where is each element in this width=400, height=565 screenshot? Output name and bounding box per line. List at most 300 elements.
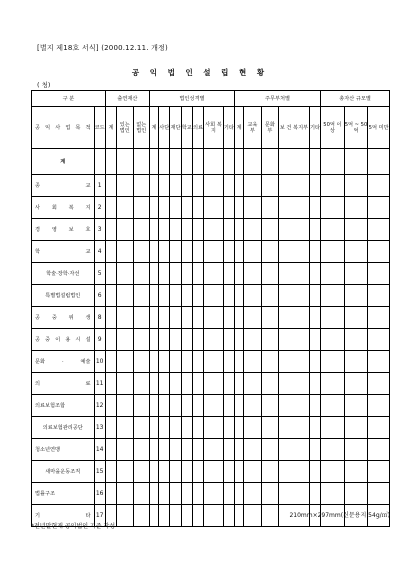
entry-cell — [344, 219, 368, 241]
entry-cell — [244, 219, 261, 241]
entry-cell — [234, 417, 243, 439]
entry-cell — [159, 241, 170, 263]
entry-cell — [105, 395, 116, 417]
entry-cell — [181, 175, 192, 197]
subheader-nature-welfare: 사회 복지 — [204, 107, 223, 149]
entry-cell — [279, 373, 310, 395]
entry-cell — [105, 483, 116, 505]
entry-cell — [279, 439, 310, 461]
entry-cell — [223, 263, 234, 285]
entry-cell — [149, 263, 158, 285]
entry-cell — [344, 241, 368, 263]
entry-cell — [105, 175, 116, 197]
entry-cell — [204, 417, 223, 439]
entry-cell — [244, 483, 261, 505]
row-category-name: 문화 · 예술 — [32, 351, 95, 373]
entry-cell — [234, 197, 243, 219]
entry-cell — [105, 373, 116, 395]
row-code: 12 — [94, 395, 105, 417]
entry-cell — [234, 439, 243, 461]
entry-cell — [133, 395, 149, 417]
entry-cell — [244, 461, 261, 483]
table-row — [32, 373, 390, 395]
entry-cell — [261, 461, 278, 483]
entry-cell — [309, 219, 320, 241]
entry-cell — [133, 351, 149, 373]
table-row — [32, 417, 390, 439]
entry-cell — [133, 219, 149, 241]
table-row — [32, 461, 390, 483]
subheader-contrib-yes: 있는 법인 — [117, 107, 133, 149]
entry-cell — [279, 285, 310, 307]
row-category-name: 학 교 — [32, 241, 95, 263]
entry-cell — [368, 241, 390, 263]
entry-cell — [181, 307, 192, 329]
entry-cell — [170, 351, 181, 373]
status-table — [31, 90, 390, 527]
table-row — [32, 263, 390, 285]
entry-cell — [181, 219, 192, 241]
entry-cell — [192, 395, 203, 417]
entry-cell — [223, 439, 234, 461]
entry-cell — [105, 417, 116, 439]
entry-cell — [159, 175, 170, 197]
entry-cell — [149, 219, 158, 241]
entry-cell — [223, 307, 234, 329]
entry-cell — [244, 241, 261, 263]
entry-cell — [170, 241, 181, 263]
entry-cell — [204, 175, 223, 197]
entry-cell — [244, 307, 261, 329]
total-cell — [133, 149, 149, 175]
row-code: 14 — [94, 439, 105, 461]
entry-cell — [105, 439, 116, 461]
entry-cell — [159, 505, 170, 527]
row-category-name: 공 중 이 용 시 설 — [32, 329, 95, 351]
entry-cell — [159, 417, 170, 439]
entry-cell — [117, 197, 133, 219]
entry-cell — [105, 219, 116, 241]
entry-cell — [368, 197, 390, 219]
subheader-code: 코드 — [94, 107, 105, 149]
entry-cell — [368, 439, 390, 461]
entry-cell — [204, 505, 223, 527]
entry-cell — [117, 219, 133, 241]
entry-cell — [181, 373, 192, 395]
entry-cell — [261, 197, 278, 219]
entry-cell — [309, 307, 320, 329]
entry-cell — [159, 197, 170, 219]
entry-cell — [368, 417, 390, 439]
entry-cell — [234, 329, 243, 351]
entry-cell — [105, 263, 116, 285]
subheader-contrib-total: 계 — [105, 107, 116, 149]
entry-cell — [192, 263, 203, 285]
subheader-ministry-health: 보 건 복지부 — [279, 107, 310, 149]
subheader-nature-association: 재단 — [170, 107, 181, 149]
entry-cell — [234, 241, 243, 263]
entry-cell — [279, 197, 310, 219]
entry-cell — [117, 439, 133, 461]
entry-cell — [223, 461, 234, 483]
entry-cell — [181, 483, 192, 505]
subheader-nature-total: 계 — [149, 107, 158, 149]
total-cell — [321, 149, 345, 175]
entry-cell — [192, 241, 203, 263]
subheader-nature-foundation: 사단 — [159, 107, 170, 149]
entry-cell — [223, 219, 234, 241]
entry-cell — [159, 219, 170, 241]
entry-cell — [149, 175, 158, 197]
table-row — [32, 197, 390, 219]
table-row — [32, 175, 390, 197]
entry-cell — [117, 483, 133, 505]
entry-cell — [117, 461, 133, 483]
entry-cell — [204, 351, 223, 373]
total-cell — [117, 149, 133, 175]
entry-cell — [321, 461, 345, 483]
subheader-ministry-culture: 문화 부 — [261, 107, 278, 149]
entry-cell — [181, 395, 192, 417]
row-category-name: 의 료 — [32, 373, 95, 395]
entry-cell — [309, 373, 320, 395]
table-row — [32, 329, 390, 351]
entry-cell — [344, 483, 368, 505]
entry-cell — [223, 505, 234, 527]
entry-cell — [170, 439, 181, 461]
entry-cell — [133, 197, 149, 219]
subheader-assets-50plus: 50억 이상 — [321, 107, 345, 149]
entry-cell — [321, 175, 345, 197]
header-nature: 법인성격별 — [149, 91, 234, 107]
entry-cell — [234, 307, 243, 329]
table-row — [32, 219, 390, 241]
entry-cell — [181, 351, 192, 373]
entry-cell — [181, 461, 192, 483]
entry-cell — [344, 263, 368, 285]
entry-cell — [105, 285, 116, 307]
entry-cell — [234, 461, 243, 483]
entry-cell — [261, 307, 278, 329]
entry-cell — [244, 175, 261, 197]
entry-cell — [117, 417, 133, 439]
entry-cell — [204, 439, 223, 461]
entry-cell — [149, 241, 158, 263]
entry-cell — [181, 197, 192, 219]
row-code: 5 — [94, 263, 105, 285]
entry-cell — [223, 175, 234, 197]
entry-cell — [244, 329, 261, 351]
entry-cell — [170, 263, 181, 285]
entry-cell — [223, 285, 234, 307]
entry-cell — [181, 417, 192, 439]
entry-cell — [223, 329, 234, 351]
entry-cell — [149, 483, 158, 505]
entry-cell — [117, 241, 133, 263]
entry-cell — [192, 285, 203, 307]
total-cell — [309, 149, 320, 175]
total-cell — [192, 149, 203, 175]
entry-cell — [223, 351, 234, 373]
page-title: 공 익 법 인 설 립 현 황 — [131, 68, 269, 77]
form-number: [별지 제18호 서식] (2000.12.11. 개정) — [37, 44, 168, 52]
total-cell — [368, 149, 390, 175]
entry-cell — [368, 483, 390, 505]
entry-cell — [117, 307, 133, 329]
entry-cell — [309, 285, 320, 307]
row-code: 1 — [94, 175, 105, 197]
entry-cell — [321, 329, 345, 351]
entry-cell — [133, 285, 149, 307]
entry-cell — [181, 505, 192, 527]
entry-cell — [344, 197, 368, 219]
entry-cell — [192, 505, 203, 527]
entry-cell — [192, 307, 203, 329]
entry-cell — [170, 285, 181, 307]
entry-cell — [192, 417, 203, 439]
entry-cell — [321, 483, 345, 505]
entry-cell — [321, 373, 345, 395]
total-cell — [181, 149, 192, 175]
entry-cell — [117, 351, 133, 373]
entry-cell — [279, 263, 310, 285]
entry-cell — [244, 373, 261, 395]
entry-cell — [368, 395, 390, 417]
entry-cell — [159, 373, 170, 395]
header-category: 구 분 — [32, 91, 106, 107]
entry-cell — [234, 285, 243, 307]
entry-cell — [234, 483, 243, 505]
entry-cell — [309, 395, 320, 417]
entry-cell — [234, 263, 243, 285]
entry-cell — [279, 395, 310, 417]
entry-cell — [149, 285, 158, 307]
entry-cell — [133, 263, 149, 285]
row-code: 2 — [94, 197, 105, 219]
row-category-name: 의료보험조합 — [32, 395, 95, 417]
entry-cell — [105, 307, 116, 329]
row-category-name: 법률구조 — [32, 483, 95, 505]
entry-cell — [344, 285, 368, 307]
entry-cell — [234, 395, 243, 417]
row-code: 8 — [94, 307, 105, 329]
row-code: 4 — [94, 241, 105, 263]
entry-cell — [309, 483, 320, 505]
entry-cell — [159, 351, 170, 373]
row-category-name: 공 중 위 생 — [32, 307, 95, 329]
entry-cell — [117, 373, 133, 395]
row-code: 11 — [94, 373, 105, 395]
entry-cell — [261, 417, 278, 439]
entry-cell — [344, 439, 368, 461]
entry-cell — [149, 395, 158, 417]
entry-cell — [368, 263, 390, 285]
header-ministry: 주무부처별 — [234, 91, 320, 107]
row-code: 3 — [94, 219, 105, 241]
entry-cell — [117, 175, 133, 197]
entry-cell — [344, 307, 368, 329]
entry-cell — [261, 351, 278, 373]
entry-cell — [234, 505, 243, 527]
row-code: 6 — [94, 285, 105, 307]
entry-cell — [133, 373, 149, 395]
total-cell — [159, 149, 170, 175]
table-row — [32, 395, 390, 417]
entry-cell — [170, 395, 181, 417]
subheader-ministry-total: 계 — [234, 107, 243, 149]
entry-cell — [234, 175, 243, 197]
entry-cell — [244, 417, 261, 439]
table-row — [32, 241, 390, 263]
header-contribution: 출연재산 — [105, 91, 149, 107]
entry-cell — [279, 175, 310, 197]
entry-cell — [159, 395, 170, 417]
entry-cell — [133, 241, 149, 263]
entry-cell — [105, 329, 116, 351]
entry-cell — [244, 351, 261, 373]
entry-cell — [204, 285, 223, 307]
entry-cell — [321, 307, 345, 329]
entry-cell — [159, 263, 170, 285]
subheader-contrib-no: 없는 법인 — [133, 107, 149, 149]
entry-cell — [223, 483, 234, 505]
entry-cell — [133, 329, 149, 351]
entry-cell — [181, 241, 192, 263]
entry-cell — [234, 219, 243, 241]
entry-cell — [159, 439, 170, 461]
total-cell — [149, 149, 158, 175]
entry-cell — [321, 439, 345, 461]
entry-cell — [170, 175, 181, 197]
entry-cell — [204, 329, 223, 351]
row-category-name: 학술·장학·자선 — [32, 263, 95, 285]
entry-cell — [261, 175, 278, 197]
entry-cell — [192, 461, 203, 483]
agency-label: ( 청) — [37, 81, 51, 89]
entry-cell — [261, 439, 278, 461]
entry-cell — [321, 351, 345, 373]
entry-cell — [133, 417, 149, 439]
entry-cell — [117, 395, 133, 417]
entry-cell — [261, 263, 278, 285]
row-code: 17 — [94, 505, 105, 527]
entry-cell — [368, 373, 390, 395]
entry-cell — [279, 329, 310, 351]
entry-cell — [261, 483, 278, 505]
table-row — [32, 351, 390, 373]
entry-cell — [149, 505, 158, 527]
entry-cell — [368, 175, 390, 197]
entry-cell — [149, 351, 158, 373]
entry-cell — [204, 219, 223, 241]
entry-cell — [192, 219, 203, 241]
subheader-org-type: 공 익 사 업 목 적 — [32, 107, 95, 149]
entry-cell — [261, 241, 278, 263]
entry-cell — [309, 197, 320, 219]
total-cell — [94, 149, 105, 175]
entry-cell — [309, 461, 320, 483]
entry-cell — [244, 285, 261, 307]
entry-cell — [309, 417, 320, 439]
entry-cell — [159, 483, 170, 505]
row-code: 16 — [94, 483, 105, 505]
entry-cell — [309, 439, 320, 461]
entry-cell — [133, 483, 149, 505]
entry-cell — [279, 219, 310, 241]
entry-cell — [117, 263, 133, 285]
subheader-assets-5to50: 5억 ~ 50억 — [344, 107, 368, 149]
row-category-name: 기 타 — [32, 505, 95, 527]
subheader-nature-school: 학교 — [181, 107, 192, 149]
row-category-name: 청소년연맹 — [32, 439, 95, 461]
entry-cell — [159, 329, 170, 351]
entry-cell — [159, 461, 170, 483]
entry-cell — [234, 373, 243, 395]
entry-cell — [368, 351, 390, 373]
entry-cell — [181, 285, 192, 307]
entry-cell — [223, 373, 234, 395]
entry-cell — [261, 285, 278, 307]
entry-cell — [309, 263, 320, 285]
entry-cell — [149, 373, 158, 395]
entry-cell — [192, 439, 203, 461]
entry-cell — [368, 285, 390, 307]
total-cell — [344, 149, 368, 175]
entry-cell — [321, 219, 345, 241]
entry-cell — [261, 219, 278, 241]
entry-cell — [204, 395, 223, 417]
header-assets: 총자산 규모별 — [321, 91, 390, 107]
entry-cell — [244, 263, 261, 285]
entry-cell — [223, 417, 234, 439]
total-cell — [234, 149, 243, 175]
entry-cell — [204, 197, 223, 219]
entry-cell — [279, 307, 310, 329]
entry-cell — [261, 505, 278, 527]
total-cell — [204, 149, 223, 175]
entry-cell — [170, 483, 181, 505]
entry-cell — [105, 241, 116, 263]
entry-cell — [133, 307, 149, 329]
entry-cell — [133, 439, 149, 461]
entry-cell — [149, 329, 158, 351]
entry-cell — [261, 373, 278, 395]
entry-cell — [368, 307, 390, 329]
row-category-name: 새마을운동조직 — [32, 461, 95, 483]
subheader-nature-other: 기타 — [223, 107, 234, 149]
entry-cell — [170, 373, 181, 395]
entry-cell — [223, 395, 234, 417]
entry-cell — [204, 263, 223, 285]
total-cell — [223, 149, 234, 175]
entry-cell — [309, 175, 320, 197]
entry-cell — [133, 461, 149, 483]
entry-cell — [309, 329, 320, 351]
entry-cell — [321, 417, 345, 439]
entry-cell — [181, 263, 192, 285]
table-row — [32, 439, 390, 461]
entry-cell — [244, 197, 261, 219]
entry-cell — [133, 175, 149, 197]
row-category-name: 특별법설립법인 — [32, 285, 95, 307]
total-cell — [105, 149, 116, 175]
entry-cell — [279, 351, 310, 373]
total-cell — [170, 149, 181, 175]
row-code: 10 — [94, 351, 105, 373]
entry-cell — [321, 241, 345, 263]
subheader-ministry-edu: 교육 부 — [244, 107, 261, 149]
row-category-name: 경 영 보 호 — [32, 219, 95, 241]
